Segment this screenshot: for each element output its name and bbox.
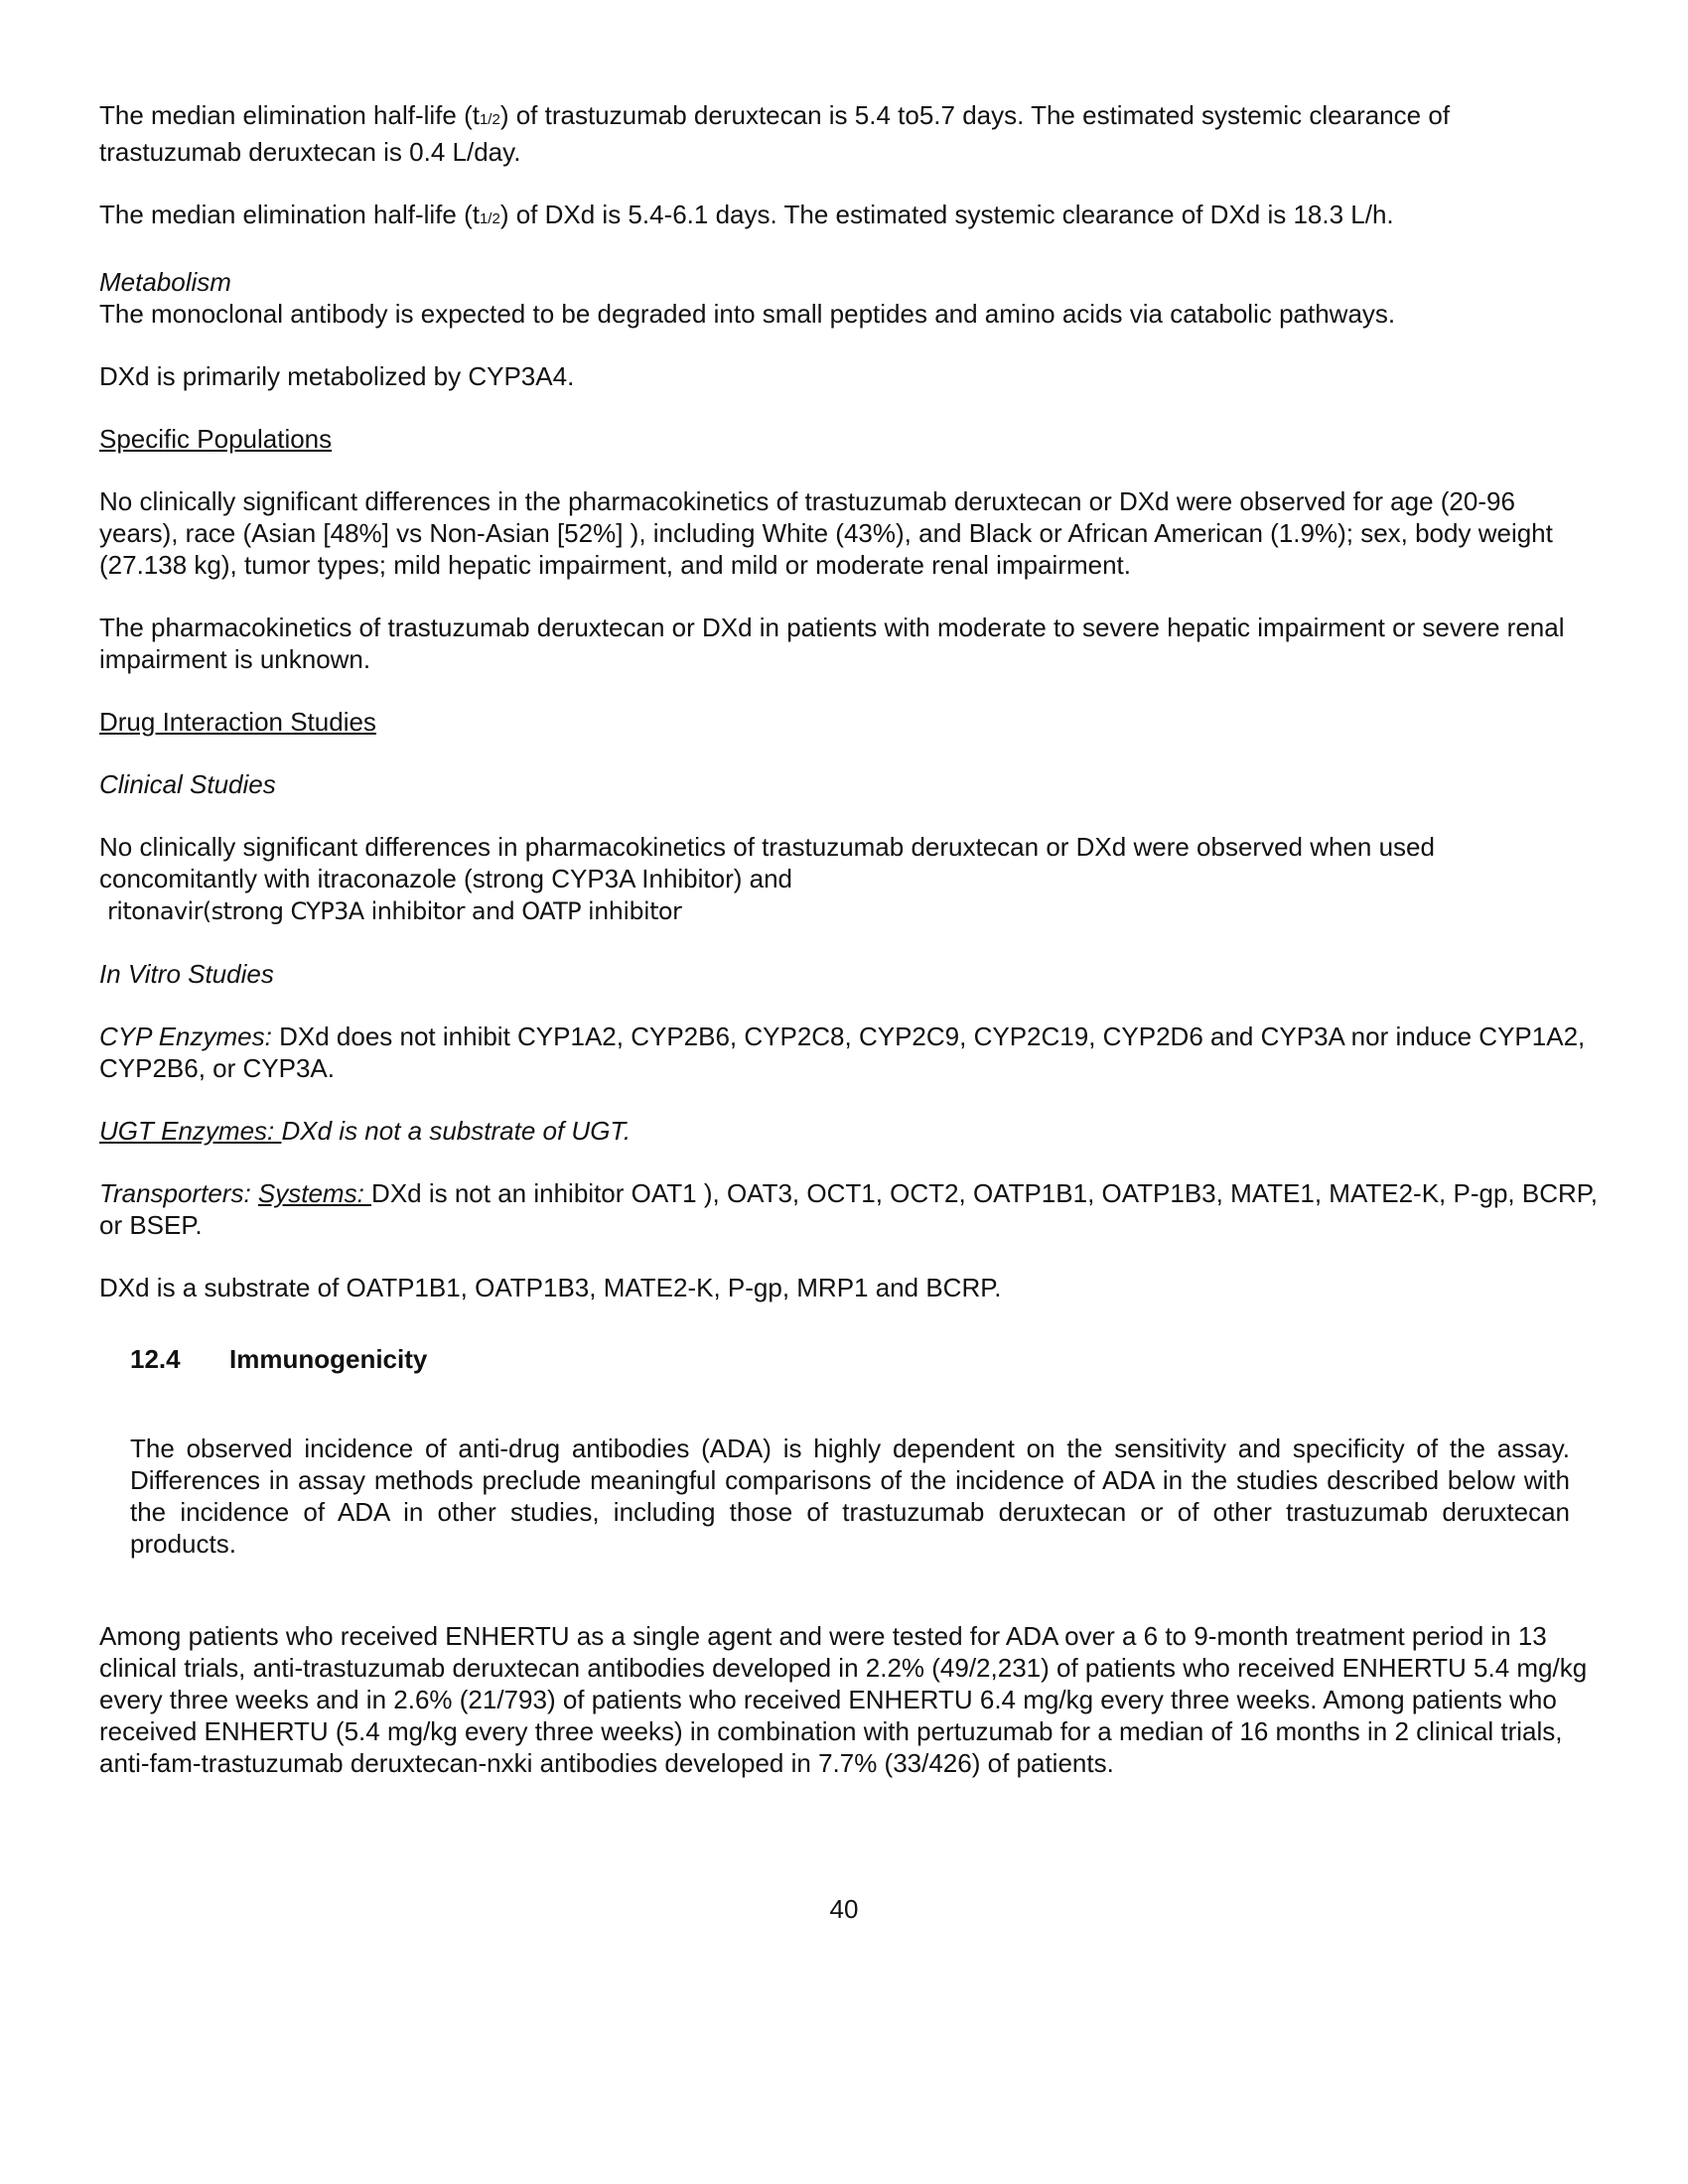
- half-life-dxd-paragraph: The median elimination half-life (t1/2) of DXd is 5.4-6.1 days. The estimated systemic clearance of DXd is 18.3 L/h.: [99, 200, 1394, 229]
- document-page: [99, 99, 1599, 1810]
- metabolism-section: [99, 266, 1599, 330]
- transporters-label: Transporters:: [99, 1178, 258, 1208]
- unknown-pk-paragraph: The pharmacokinetics of trastuzumab deruxtecan or DXd in patients with moderate to severe hepatic impairment or severe renal impairment is unknown.: [99, 613, 1565, 674]
- metabolism-heading: Metabolism: [99, 267, 231, 297]
- cyp-enzymes-label: CYP Enzymes:: [99, 1022, 272, 1051]
- in-vitro-heading: In Vitro Studies: [99, 959, 274, 989]
- half-life-trastuzumab-paragraph: The median elimination half-life (t1/2) of trastuzumab deruxtecan is 5.4 to5.7 days. The estimated systemic clearance of trastuzumab deruxtecan is 0.4 L/day.: [99, 100, 1451, 167]
- transporters-paragraph: Transporters: Systems: DXd is not an inhibitor OAT1 ), OAT3, OCT1, OCT2, OATP1B1, OATP1B3, MATE1, MATE2-K, P-gp, BCRP, or BSEP.: [99, 1178, 1598, 1240]
- drug-interaction-heading: Drug Interaction Studies: [99, 707, 376, 737]
- ritonavir-line: ritonavir(strong CYP3A inhibitor and OATP inhibitor: [107, 897, 682, 925]
- section-number: 12.4: [130, 1344, 181, 1374]
- systems-label: Systems:: [257, 1178, 372, 1208]
- cyp3a4-paragraph: DXd is primarily metabolized by CYP3A4.: [99, 361, 575, 391]
- immunogenicity-paragraph-2: Among patients who received ENHERTU as a single agent and were tested for ADA over a 6 to 9-month treatment period in 13 clinical trials, anti-trastuzumab deruxtecan antibodies developed in 2.2% (49/2,231) of patients who received ENHERTU 5.4 mg/kg every three weeks and in 2.6% (21/793) of patients who received ENHERTU 6.4 mg/kg every three weeks. Among patients who received ENHERTU (5.4 mg/kg every three weeks) in combination with pertuzumab for a median of 16 months in 2 clinical trials, anti-fam-trastuzumab deruxtecan-nxki antibodies developed in 7.7% (33/426) of patients.: [99, 1621, 1588, 1778]
- subscript: 1/2: [479, 111, 500, 128]
- section-title: Immunogenicity: [229, 1344, 428, 1374]
- cyp-enzymes-paragraph: CYP Enzymes: DXd does not inhibit CYP1A2, CYP2B6, CYP2C8, CYP2C9, CYP2C19, CYP2D6 and CYP3A nor induce CYP1A2, CYP2B6, or CYP3A.: [99, 1022, 1586, 1083]
- immunogenicity-heading: [99, 1343, 1599, 1375]
- specific-populations-heading: Specific Populations: [99, 424, 333, 454]
- ugt-enzymes-label: UGT Enzymes:: [99, 1116, 282, 1146]
- immunogenicity-paragraph-1: The observed incidence of anti-drug antibodies (ADA) is highly dependent on the sensitivity and specificity of the assay. Differences in assay methods preclude meaningful comparisons of the incidence of ADA in the studies described below with the incidence of ADA in other studies, including those of trastuzumab deruxtecan or of other trastuzumab deruxtecan products.: [130, 1433, 1570, 1559]
- metabolism-text: The monoclonal antibody is expected to be degraded into small peptides and amino acids via catabolic pathways.: [99, 299, 1396, 329]
- page-number: 40: [829, 1894, 859, 1924]
- specific-populations-paragraph: No clinically significant differences in the pharmacokinetics of trastuzumab deruxtecan or DXd were observed for age (20-96 years), race (Asian [48%] vs Non-Asian [52%] ), including White (43%), and Black or African American (1.9%); sex, body weight (27.138 kg), tumor types; mild hepatic impairment, and mild or moderate renal impairment.: [99, 486, 1553, 580]
- ugt-enzymes-paragraph: UGT Enzymes: DXd is not a substrate of UGT.: [99, 1116, 632, 1146]
- clinical-studies-paragraph: No clinically significant differences in pharmacokinetics of trastuzumab deruxtecan or DXd were observed when used concomitantly with itraconazole (strong CYP3A Inhibitor) and ritonavir(strong CYP3A inhibitor and OATP inhibitor: [99, 832, 1435, 925]
- subscript: 1/2: [479, 210, 500, 227]
- clinical-studies-heading: Clinical Studies: [99, 769, 276, 799]
- substrate-paragraph: DXd is a substrate of OATP1B1, OATP1B3, MATE2-K, P-gp, MRP1 and BCRP.: [99, 1273, 1002, 1302]
